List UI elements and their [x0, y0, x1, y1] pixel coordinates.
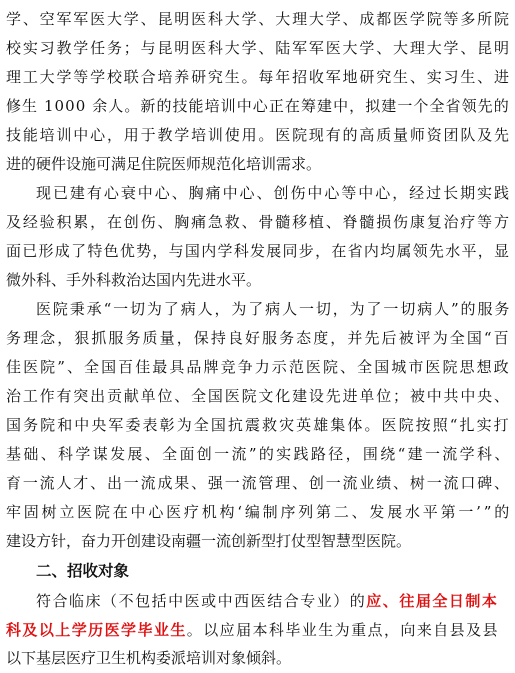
highlighted-requirement: 科及以上学历医学毕业生	[6, 621, 187, 639]
paragraph-text: 。以应届本科毕业生为重点，向来自县及县	[186, 621, 499, 639]
paragraph-line: 校实习教学任务；与昆明医科大学、陆军军医大学、大理大学、昆明	[6, 39, 511, 57]
paragraph-line: 理工大学等学校联合培养研究生。每年招收军地研究生、实习生、进	[6, 68, 511, 86]
paragraph-line: 进的硬件设施可满足住院医师规范化培训需求。	[6, 155, 322, 173]
paragraph-line: 佳医院”、全国百佳最具品牌竞争力示范医院、全国城市医院思想政	[6, 358, 511, 376]
paragraph-line: 修生 1000 余人。新的技能培训中心正在筹建中，拟建一个全省领先的	[6, 97, 510, 115]
paragraph-line: 现已建有心衰中心、胸痛中心、创伤中心等中心，经过长期实践	[36, 184, 511, 202]
paragraph-line: 医院秉承“一切为了病人，为了病人一切，为了一切病人”的服务	[36, 300, 512, 318]
paragraph-line: 建设方针，奋力开创建设南疆一流创新型打仗型智慧型医院。	[6, 532, 412, 550]
paragraph-line: 牢固树立医院在中心医疗机构‘编制序列第二、发展水平第一’”的	[6, 503, 513, 521]
paragraph-line: 技能培训中心，用于教学培训使用。医院现有的高质量师资团队及先	[6, 126, 511, 144]
paragraph-line: 以下基层医疗卫生机构委派培训对象倾斜。	[6, 649, 292, 667]
paragraph-line	[36, 586, 498, 616]
section-heading: 二、招收对象	[36, 562, 130, 580]
paragraph-line: 国务院和中央军委表彰为全国抗震救灾英雄集体。医院按照“扎实打	[6, 416, 511, 434]
highlighted-requirement: 应、往届全日制本	[366, 592, 499, 610]
paragraph-line: 面已形成了特色优势，与国内学科发展同步，在省内均属领先水平，显	[6, 242, 511, 260]
paragraph-line: 微外科、手外科救治达国内先进水平。	[6, 271, 262, 289]
paragraph-line: 基础、科学谋发展、全面创一流”的实践路径，围绕“建一流学科、	[6, 445, 512, 463]
paragraph-line: 务理念，狠抓服务质量，保持良好服务态度，并先后被评为全国“百	[6, 329, 511, 347]
paragraph-line: 及经验积累，在创伤、胸痛急救、骨髓移植、脊髓损伤康复治疗等方	[6, 213, 511, 231]
paragraph-line: 育一流人才、出一流成果、强一流管理、创一流业绩、树一流口碑、	[6, 474, 511, 492]
paragraph-line: 治工作有突出贡献单位、全国医院文化建设先进单位；被中共中央、	[6, 387, 511, 405]
paragraph-line: 学、空军军医大学、昆明医科大学、大理大学、成都医学院等多所院	[6, 10, 511, 28]
paragraph-text: 符合临床（不包括中医或中西医结合专业）的	[36, 592, 367, 610]
paragraph-line	[6, 615, 499, 645]
